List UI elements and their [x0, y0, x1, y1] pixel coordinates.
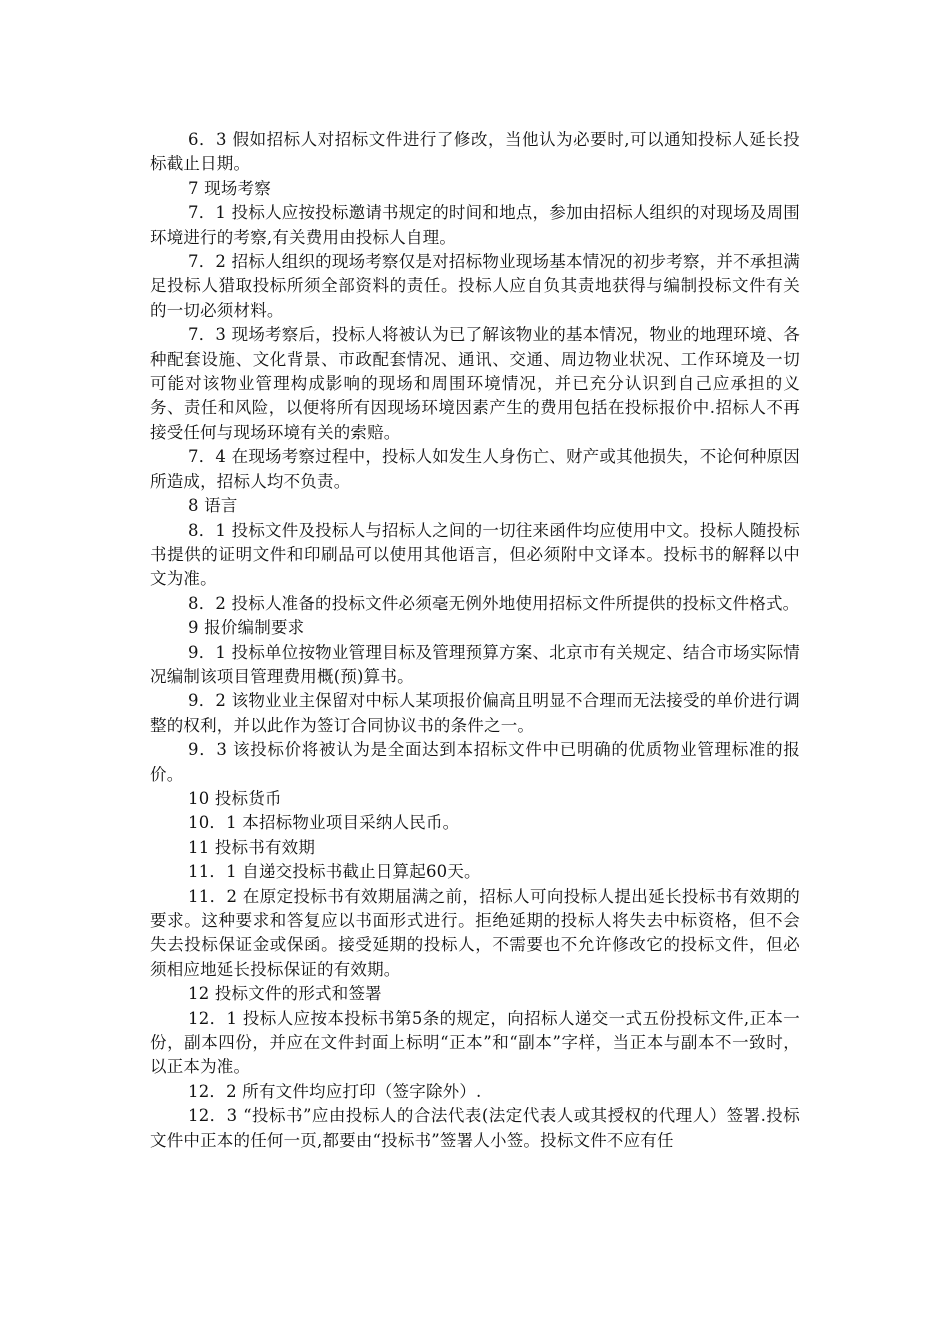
section-heading-12: 12 投标文件的形式和签署: [188, 984, 382, 1004]
paragraph-8-1: 8．1 投标文件及投标人与招标人之间的一切往来函件均应使用中文。投标人随投标书提供的证明文件和印刷品可以使用其他语言，但必须附中文译本。投标书的解释以中文为准。: [150, 520, 800, 589]
section-heading-11: 11 投标书有效期: [188, 837, 316, 857]
section-heading-10: 10 投标货币: [188, 788, 282, 808]
paragraph-12-3: 12．3 “投标书”应由投标人的合法代表(法定代表人或其授权的代理人）签署.投标文件中正本的任何一页,都要由“投标书”签署人小签。投标文件不应有任: [150, 1106, 800, 1150]
paragraph-10-1: 10．1 本招标物业项目采纳人民币。: [188, 813, 460, 833]
paragraph-8-2: 8．2 投标人准备的投标文件必须毫无例外地使用招标文件所提供的投标文件格式。: [188, 593, 800, 613]
paragraph-12-2: 12．2 所有文件均应打印（签字除外）.: [188, 1081, 482, 1101]
section-heading-7: 7 现场考察: [188, 178, 271, 198]
paragraph-9-1: 9．1 投标单位按物业管理目标及管理预算方案、北京市有关规定、结合市场实际情况编制该项目管理费用概(预)算书。: [150, 642, 800, 686]
paragraph-7-1: 7．1 投标人应按投标邀请书规定的时间和地点，参加由招标人组织的对现场及周围环境进行的考察,有关费用由投标人自理。: [150, 203, 800, 247]
paragraph-11-1: 11．1 自递交投标书截止日算起60天。: [188, 862, 481, 882]
section-heading-9: 9 报价编制要求: [188, 618, 305, 638]
paragraph-11-2: 11．2 在原定投标书有效期届满之前，招标人可向投标人提出延长投标书有效期的要求。这种要求和答复应以书面形式进行。拒绝延期的投标人将失去中标资格，但不会失去投标保证金或保函。接受延期的投标人，不需要也不允许修改它的投标文件，但必须相应地延长投标保证的有效期。: [150, 886, 800, 979]
paragraph-6-3: 6．3 假如招标人对招标文件进行了修改，当他认为必要时,可以通知投标人延长投标截止日期。: [150, 130, 800, 174]
paragraph-7-4: 7．4 在现场考察过程中，投标人如发生人身伤亡、财产或其他损失，不论何种原因所造成，招标人均不负责。: [150, 447, 800, 491]
paragraph-9-2: 9．2 该物业业主保留对中标人某项报价偏高且明显不合理而无法接受的单价进行调整的权利，并以此作为签订合同协议书的条件之一。: [150, 691, 800, 735]
paragraph-7-2: 7．2 招标人组织的现场考察仅是对招标物业现场基本情况的初步考察，并不承担满足投标人猎取投标所须全部资料的责任。投标人应自负其责地获得与编制投标文件有关的一切必须材料。: [150, 252, 800, 320]
section-heading-8: 8 语言: [188, 496, 238, 516]
paragraph-9-3: 9．3 该投标价将被认为是全面达到本招标文件中已明确的优质物业管理标准的报价。: [150, 740, 800, 784]
paragraph-12-1: 12．1 投标人应按本投标书第5条的规定，向招标人递交一式五份投标文件,正本一份，副本四份，并应在文件封面上标明“正本”和“副本”字样，当正本与副本不一致时，以正本为准。: [150, 1008, 800, 1077]
document-body: [150, 128, 800, 1153]
paragraph-7-3: 7．3 现场考察后，投标人将被认为已了解该物业的基本情况，物业的地理环境、各种配套设施、文化背景、市政配套情况、通讯、交通、周边物业状况、工作环境及一切可能对该物业管理构成影响的现场和周围环境情况，并已充分认识到自己应承担的义务、责任和风险，以便将所有因现场环境因素产生的费用包括在投标报价中.招标人不再接受任何与现场环境有关的索赔。: [150, 325, 800, 442]
